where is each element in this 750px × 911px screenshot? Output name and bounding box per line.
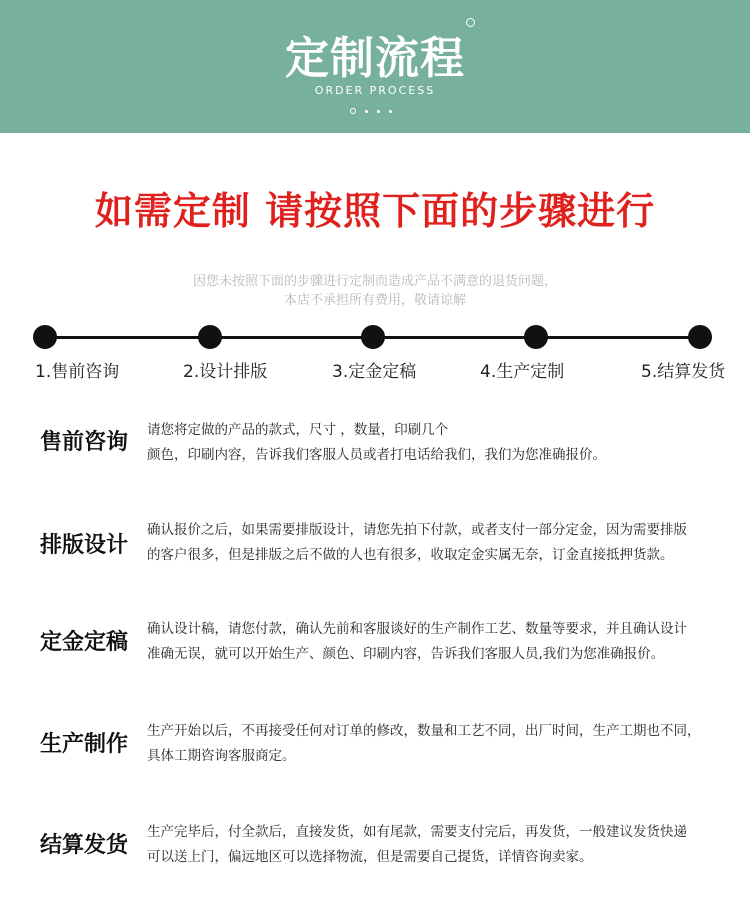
headline: 如需定制 请按照下面的步骤进行 [94, 189, 656, 233]
step-label: 4.生产定制 [480, 362, 565, 382]
section-title: 定金定稿 [40, 630, 129, 655]
degree-mark-icon [466, 18, 475, 27]
body-line: 颜色，印刷内容，告诉我们客服人员或者打电话给我们，我们为您准确报价。 [147, 447, 606, 463]
body-line: 生产开始以后，不再接受任何对订单的修改，数量和工艺不同，出厂时间，生产工期也不同， [147, 723, 701, 739]
step-label: 3.定金定稿 [332, 362, 417, 382]
body-line: 确认报价之后，如果需要排版设计，请您先拍下付款，或者支付一部分定金，因为需要排版 [147, 522, 687, 538]
step-label: 1.售前咨询 [35, 362, 120, 382]
header-subtitle: ORDER PROCESS [314, 84, 436, 97]
step-label: 5.结算发货 [641, 362, 726, 382]
body-line: 确认设计稿，请您付款，确认先前和客服谈好的生产制作工艺、数量等要求，并且确认设计 [147, 621, 687, 637]
timeline-dot [361, 325, 385, 349]
notice-line: 因您未按照下面的步骤进行定制而造成产品不满意的退货问题， [192, 274, 557, 289]
header-banner [0, 0, 750, 133]
section-body [147, 518, 727, 568]
section-body [147, 617, 727, 667]
section-title: 售前咨询 [40, 430, 129, 455]
dots-decoration-icon [350, 108, 392, 114]
section-body [147, 719, 727, 769]
header-title: 定制流程 [285, 33, 465, 84]
body-line: 请您将定做的产品的款式，尺寸 ，数量，印刷几个 [147, 422, 449, 438]
body-line: 具体工期咨询客服商定。 [147, 748, 296, 764]
timeline-dot [33, 325, 57, 349]
section-body [147, 820, 727, 870]
section-title: 结算发货 [40, 833, 129, 858]
timeline-dot [198, 325, 222, 349]
section-title: 生产制作 [40, 732, 129, 757]
timeline-dot [688, 325, 712, 349]
step-label: 2.设计排版 [183, 362, 268, 382]
body-line: 的客户很多，但是排版之后不做的人也有很多，收取定金实属无奈，订金直接抵押货款。 [147, 547, 674, 563]
body-line: 可以送上门，偏远地区可以选择物流，但是需要自己提货，详情咨询卖家。 [147, 849, 593, 865]
body-line: 生产完毕后，付全款后，直接发货，如有尾款，需要支付完后，再发货，一般建议发货快递 [147, 824, 687, 840]
section-title: 排版设计 [40, 533, 129, 558]
body-line: 准确无误，就可以开始生产、颜色、印刷内容，告诉我们客服人员,我们为您准确报价。 [147, 646, 665, 662]
timeline-dot [524, 325, 548, 349]
section-body [147, 418, 727, 468]
notice-line: 本店不承担所有费用，敬请谅解 [283, 293, 466, 308]
